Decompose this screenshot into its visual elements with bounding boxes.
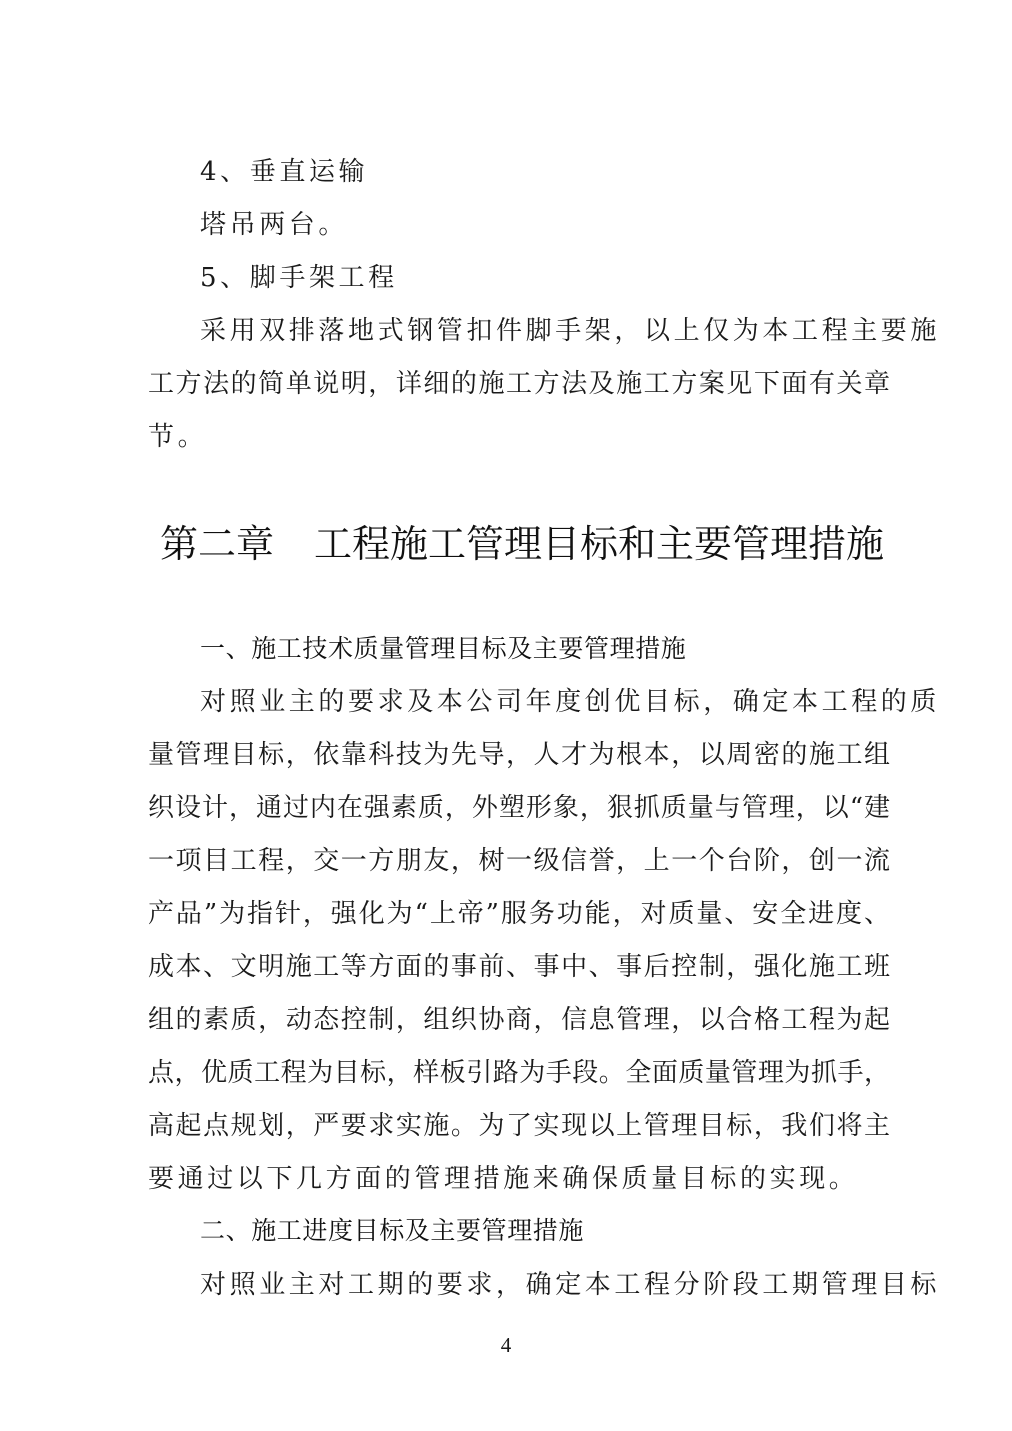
paragraph-line: 织设计，通过内在强素质，外塑形象，狠抓质量与管理，以“建 <box>148 793 890 823</box>
paragraph-line: 工方法的简单说明，详细的施工方法及施工方案见下面有关章 <box>148 369 890 399</box>
chapter-heading <box>160 520 884 568</box>
item-5-title: 5、脚手架工程 <box>200 263 398 293</box>
paragraph-line: 节。 <box>148 422 208 452</box>
item-4-text: 塔吊两台。 <box>200 210 349 240</box>
paragraph-line: 高起点规划，严要求实施。为了实现以上管理目标，我们将主 <box>148 1111 890 1141</box>
item-4-title: 4、垂直运输 <box>200 157 369 187</box>
paragraph-line: 采用双排落地式钢管扣件脚手架，以上仅为本工程主要施 <box>200 316 941 346</box>
page-number: 4 <box>500 1333 512 1357</box>
paragraph-line: 要通过以下几方面的管理措施来确保质量目标的实现。 <box>148 1164 859 1194</box>
paragraph-line: 对照业主对工期的要求，确定本工程分阶段工期管理目标 <box>200 1270 941 1300</box>
chapter-number: 第二章 <box>160 522 275 566</box>
paragraph-line: 点，优质工程为目标，样板引路为手段。全面质量管理为抓手， <box>148 1058 890 1088</box>
paragraph-line: 对照业主的要求及本公司年度创优目标，确定本工程的质 <box>200 687 941 717</box>
paragraph-line: 组的素质，动态控制，组织协商，信息管理，以合格工程为起 <box>148 1005 890 1035</box>
section-1-heading: 一、施工技术质量管理目标及主要管理措施 <box>200 634 687 663</box>
chapter-title: 工程施工管理目标和主要管理措施 <box>314 522 885 566</box>
paragraph-line: 产品”为指针，强化为“上帝”服务功能，对质量、安全进度、 <box>148 899 890 929</box>
paragraph-line: 量管理目标，依靠科技为先导，人才为根本，以周密的施工组 <box>148 740 890 770</box>
paragraph-line: 一项目工程，交一方朋友，树一级信誉，上一个台阶，创一流 <box>148 846 890 876</box>
paragraph-line: 成本、文明施工等方面的事前、事中、事后控制，强化施工班 <box>148 952 890 982</box>
section-2-heading: 二、施工进度目标及主要管理措施 <box>200 1216 585 1245</box>
